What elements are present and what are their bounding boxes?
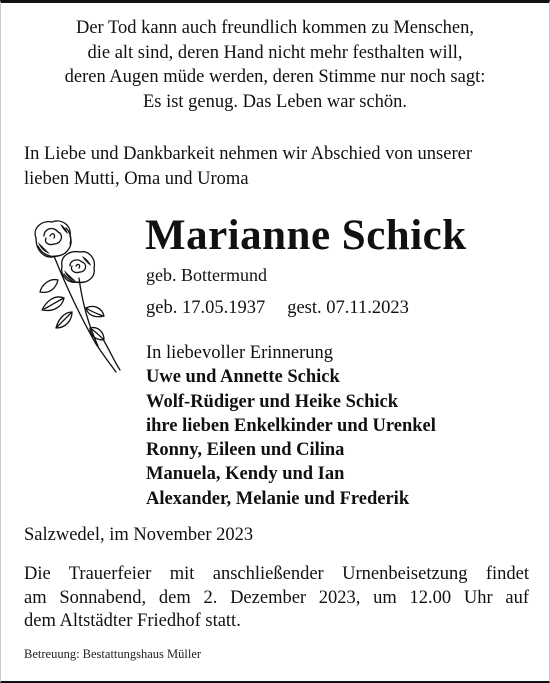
birth-name: geb. Bottermund bbox=[146, 265, 267, 285]
deceased-name: Marianne Schick bbox=[145, 212, 467, 259]
service-line: Die Trauerfeier mit anschließender Urnenbeisetzung findet bbox=[24, 564, 529, 584]
intro-text bbox=[24, 142, 529, 192]
death-date: gest. 07.11.2023 bbox=[287, 298, 409, 318]
mourner-line: Alexander, Melanie und Frederik bbox=[146, 488, 410, 509]
mourner-line: Manuela, Kendy und Ian bbox=[146, 464, 345, 485]
mourner-line: ihre lieben Enkelkinder und Urenkel bbox=[146, 415, 436, 436]
intro-line: lieben Mutti, Oma und Uroma bbox=[24, 169, 249, 189]
birth-date: geb. 17.05.1937 bbox=[146, 298, 266, 318]
service-line: am Sonnabend, dem 2. Dezember 2023, um 12.00 Uhr auf bbox=[24, 587, 529, 608]
poem-line: deren Augen müde werden, deren Stimme nur noch sagt: bbox=[64, 67, 486, 87]
poem bbox=[0, 16, 550, 114]
service-info bbox=[24, 563, 529, 634]
rose-icon bbox=[24, 216, 149, 376]
funeral-home-credit: Betreuung: Bestattungshaus Müller bbox=[24, 647, 202, 661]
mourner-line: Wolf-Rüdiger und Heike Schick bbox=[146, 391, 399, 412]
life-dates bbox=[146, 296, 409, 320]
mourner-line: Ronny, Eileen und Cilina bbox=[146, 440, 345, 461]
poem-line: die alt sind, deren Hand nicht mehr festhalten will, bbox=[87, 42, 463, 63]
poem-line: Der Tod kann auch freundlich kommen zu Menschen, bbox=[75, 18, 475, 38]
poem-line: Es ist genug. Das Leben war schön. bbox=[142, 91, 408, 112]
place-date: Salzwedel, im November 2023 bbox=[24, 525, 254, 545]
mourners bbox=[146, 341, 436, 511]
intro-line: In Liebe und Dankbarkeit nehmen wir Abschied von unserer bbox=[24, 144, 472, 164]
mourner-line: Uwe und Annette Schick bbox=[146, 367, 340, 388]
mourners-heading: In liebevoller Erinnerung bbox=[146, 343, 333, 363]
service-line: dem Altstädter Friedhof statt. bbox=[24, 611, 241, 631]
